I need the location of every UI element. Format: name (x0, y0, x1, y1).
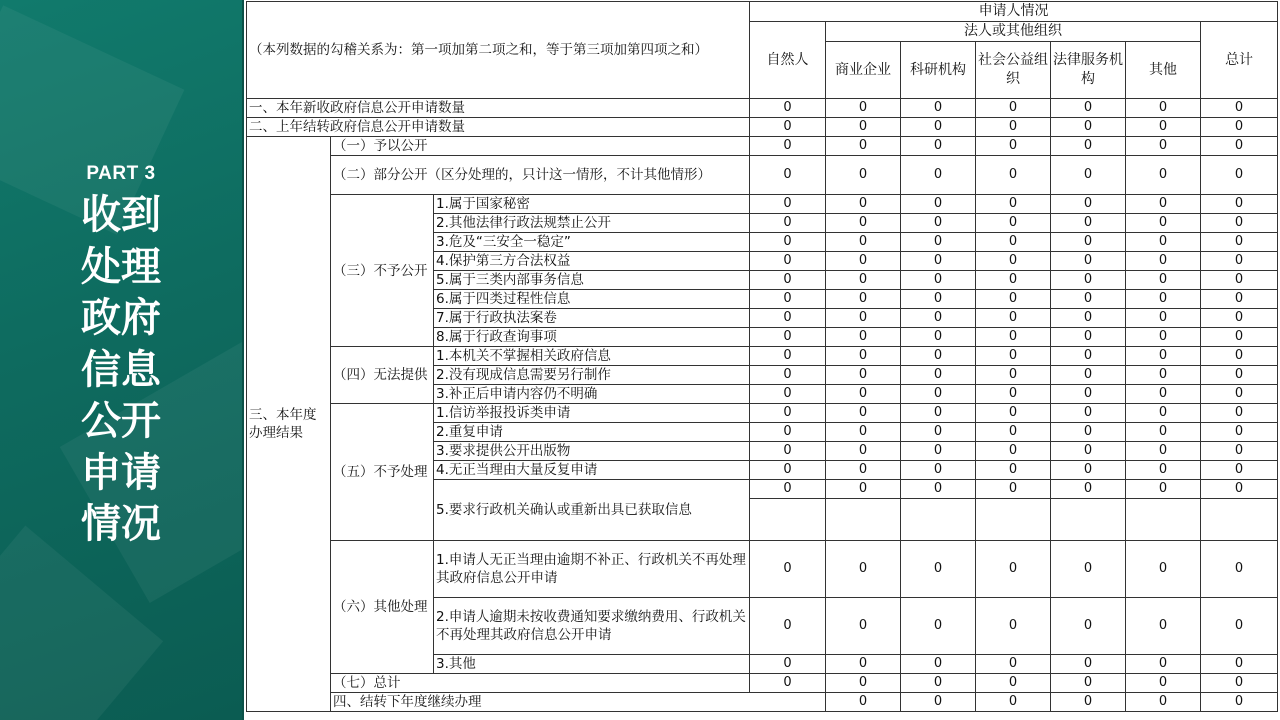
data-table-container (246, 1, 1277, 719)
header-social-welfare: 社会公益组织 (976, 42, 1051, 99)
cell-other: 0 (1126, 598, 1201, 655)
cell-other: 0 (1126, 423, 1201, 442)
group-not-handled: （五）不予处理 (331, 404, 434, 541)
cell-legal-service: 0 (1126, 693, 1201, 712)
cell-social-welfare: 0 (976, 328, 1051, 347)
row-label: 1.属于国家秘密 (434, 195, 750, 214)
cell-commercial: 0 (826, 156, 901, 195)
cell-research: 0 (901, 271, 976, 290)
cell-total: 0 (1201, 118, 1278, 137)
cell-legal-service: 0 (1051, 309, 1126, 328)
header-note: （本列数据的勾稽关系为：第一项加第二项之和，等于第三项加第四项之和） (247, 2, 750, 99)
cell-total: 0 (1201, 404, 1278, 423)
cell-legal-service: 0 (1051, 118, 1126, 137)
group-not-public: （三）不予公开 (331, 195, 434, 347)
cell-research: 0 (901, 442, 976, 461)
cell-natural-person: 0 (750, 137, 826, 156)
cell-legal-service: 0 (1051, 347, 1126, 366)
cell-legal-service: 0 (1051, 442, 1126, 461)
title-line: 收到 (81, 192, 161, 238)
cell-natural-person: 0 (750, 271, 826, 290)
cell-other: 0 (1126, 137, 1201, 156)
cell-natural-person: 0 (750, 195, 826, 214)
cell-total: 0 (1201, 674, 1278, 693)
table-row (247, 404, 1278, 423)
cell-legal-service: 0 (1051, 480, 1126, 499)
cell-other: 0 (1126, 195, 1201, 214)
row-label: 7.属于行政执法案卷 (434, 309, 750, 328)
cell-social-welfare: 0 (976, 541, 1051, 598)
cell-research: 0 (901, 309, 976, 328)
row-label: 5.属于三类内部事务信息 (434, 271, 750, 290)
cell-research: 0 (901, 461, 976, 480)
cell-research: 0 (901, 156, 976, 195)
sidebar-divider (242, 0, 244, 720)
cell-social-welfare: 0 (976, 309, 1051, 328)
cell-research: 0 (901, 674, 976, 693)
cell-legal-service: 0 (1051, 99, 1126, 118)
cell-other: 0 (1126, 156, 1201, 195)
cell-social-welfare: 0 (976, 271, 1051, 290)
cell-research: 0 (901, 195, 976, 214)
table-row (247, 99, 1278, 118)
cell-legal-service: 0 (1051, 290, 1126, 309)
header-legal-group: 法人或其他组织 (826, 22, 1201, 42)
table-row (247, 118, 1278, 137)
cell-legal-service: 0 (1051, 404, 1126, 423)
cell-natural-person: 0 (750, 385, 826, 404)
cell-other: 0 (1126, 309, 1201, 328)
row-label: 4.无正当理由大量反复申请 (434, 461, 750, 480)
cell-social-welfare: 0 (976, 442, 1051, 461)
cell-total: 0 (1201, 598, 1278, 655)
group-handling-result: 三、本年度办理结果 (247, 137, 331, 712)
group-unable: （四）无法提供 (331, 347, 434, 404)
cell-research: 0 (901, 480, 976, 499)
table-row (247, 674, 1278, 693)
cell-social-welfare: 0 (976, 290, 1051, 309)
cell-total: 0 (1201, 461, 1278, 480)
empty-cell (826, 499, 901, 541)
cell-commercial: 0 (826, 541, 901, 598)
row-label: 1.本机关不掌握相关政府信息 (434, 347, 750, 366)
cell-research: 0 (901, 598, 976, 655)
row-label: 3.危及“三安全一稳定” (434, 233, 750, 252)
cell-other: 0 (1126, 655, 1201, 674)
group-other-handling: （六）其他处理 (331, 541, 434, 674)
cell-other: 0 (1126, 385, 1201, 404)
table-row (247, 137, 1278, 156)
table-row (247, 541, 1278, 598)
cell-natural-person: 0 (750, 99, 826, 118)
cell-social-welfare: 0 (976, 404, 1051, 423)
cell-natural-person: 0 (750, 423, 826, 442)
cell-total: 0 (1201, 99, 1278, 118)
cell-commercial: 0 (826, 461, 901, 480)
cell-research: 0 (901, 404, 976, 423)
cell-social-welfare: 0 (976, 480, 1051, 499)
title-line: 情况 (81, 501, 161, 547)
cell-social-welfare: 0 (1051, 693, 1126, 712)
cell-natural-person: 0 (750, 404, 826, 423)
title-line: 申请 (81, 449, 161, 496)
cell-social-welfare: 0 (976, 385, 1051, 404)
cell-research: 0 (901, 385, 976, 404)
cell-social-welfare: 0 (976, 347, 1051, 366)
empty-cell (901, 499, 976, 541)
cell-research: 0 (901, 214, 976, 233)
cell-total: 0 (1201, 385, 1278, 404)
cell-commercial: 0 (826, 347, 901, 366)
cell-natural-person: 0 (826, 693, 901, 712)
cell-natural-person: 0 (750, 328, 826, 347)
header-other: 其他 (1126, 42, 1201, 99)
cell-other: 0 (1126, 347, 1201, 366)
row-label: 2.其他法律行政法规禁止公开 (434, 214, 750, 233)
cell-social-welfare: 0 (976, 461, 1051, 480)
cell-total: 0 (1201, 480, 1278, 499)
cell-commercial: 0 (826, 137, 901, 156)
info-request-table (246, 1, 1278, 712)
cell-natural-person: 0 (750, 156, 826, 195)
cell-other: 0 (1126, 480, 1201, 499)
cell-other: 0 (1126, 252, 1201, 271)
cell-legal-service: 0 (1051, 156, 1126, 195)
cell-commercial: 0 (826, 195, 901, 214)
cell-natural-person: 0 (750, 214, 826, 233)
empty-cell (1126, 499, 1201, 541)
header-total: 总计 (1201, 22, 1278, 99)
row-label: 3.补正后申请内容仍不明确 (434, 385, 750, 404)
cell-total: 0 (1201, 347, 1278, 366)
cell-social-welfare: 0 (976, 655, 1051, 674)
cell-other: 0 (1126, 541, 1201, 598)
cell-commercial: 0 (826, 328, 901, 347)
title-line: 处理 (81, 243, 161, 290)
cell-total: 0 (1201, 271, 1278, 290)
cell-total: 0 (1201, 252, 1278, 271)
cell-commercial: 0 (826, 290, 901, 309)
empty-cell (1051, 499, 1126, 541)
row-label: （二）部分公开（区分处理的，只计这一情形，不计其他情形） (331, 156, 750, 195)
row-label: 4.保护第三方合法权益 (434, 252, 750, 271)
cell-commercial: 0 (826, 598, 901, 655)
row-label: 2.重复申请 (434, 423, 750, 442)
row-label: （一）予以公开 (331, 137, 750, 156)
cell-commercial: 0 (826, 233, 901, 252)
cell-commercial: 0 (826, 442, 901, 461)
cell-total: 0 (1201, 442, 1278, 461)
cell-legal-service: 0 (1051, 271, 1126, 290)
section-sidebar (0, 0, 242, 720)
cell-legal-service: 0 (1051, 423, 1126, 442)
row-label: 2.没有现成信息需要另行制作 (434, 366, 750, 385)
cell-social-welfare: 0 (976, 233, 1051, 252)
cell-legal-service: 0 (1051, 214, 1126, 233)
table-row (247, 693, 1278, 712)
cell-commercial: 0 (826, 385, 901, 404)
cell-research: 0 (901, 655, 976, 674)
cell-other: 0 (1126, 271, 1201, 290)
cell-total: 0 (1201, 366, 1278, 385)
header-legal-service: 法律服务机构 (1051, 42, 1126, 99)
cell-research: 0 (901, 233, 976, 252)
cell-social-welfare: 0 (976, 366, 1051, 385)
cell-other: 0 (1126, 442, 1201, 461)
cell-natural-person: 0 (750, 309, 826, 328)
table-row (247, 347, 1278, 366)
cell-social-welfare: 0 (976, 156, 1051, 195)
cell-social-welfare: 0 (976, 195, 1051, 214)
empty-cell (750, 499, 826, 541)
cell-research: 0 (901, 252, 976, 271)
cell-total: 0 (1201, 290, 1278, 309)
cell-commercial: 0 (826, 404, 901, 423)
cell-social-welfare: 0 (976, 252, 1051, 271)
row-label: 四、结转下年度继续办理 (331, 693, 826, 712)
cell-legal-service: 0 (1051, 195, 1126, 214)
cell-legal-service: 0 (1051, 137, 1126, 156)
cell-social-welfare: 0 (976, 214, 1051, 233)
cell-research: 0 (901, 118, 976, 137)
cell-total: 0 (1201, 655, 1278, 674)
cell-legal-service: 0 (1051, 674, 1126, 693)
cell-legal-service: 0 (1051, 598, 1126, 655)
cell-legal-service: 0 (1051, 328, 1126, 347)
cell-social-welfare: 0 (976, 99, 1051, 118)
part-label: PART 3 (86, 163, 156, 184)
section-title (0, 190, 242, 551)
cell-research: 0 (976, 693, 1051, 712)
empty-cell (976, 499, 1051, 541)
row-label: 一、本年新收政府信息公开申请数量 (247, 99, 750, 118)
table-row (247, 156, 1278, 195)
row-label: 3.其他 (434, 655, 750, 674)
cell-natural-person: 0 (750, 252, 826, 271)
cell-social-welfare: 0 (976, 118, 1051, 137)
cell-natural-person: 0 (750, 541, 826, 598)
cell-legal-service: 0 (1051, 252, 1126, 271)
cell-total: 0 (1201, 233, 1278, 252)
cell-natural-person: 0 (750, 290, 826, 309)
cell-total: 0 (1201, 214, 1278, 233)
cell-commercial: 0 (826, 214, 901, 233)
cell-commercial: 0 (826, 423, 901, 442)
cell-commercial: 0 (901, 693, 976, 712)
cell-other: 0 (1126, 118, 1201, 137)
header-natural-person: 自然人 (750, 22, 826, 99)
row-label: 3.要求提供公开出版物 (434, 442, 750, 461)
cell-commercial: 0 (826, 271, 901, 290)
cell-social-welfare: 0 (976, 598, 1051, 655)
cell-commercial: 0 (826, 480, 901, 499)
cell-natural-person: 0 (750, 480, 826, 499)
row-label: 二、上年结转政府信息公开申请数量 (247, 118, 750, 137)
cell-social-welfare: 0 (976, 423, 1051, 442)
header-applicant: 申请人情况 (750, 2, 1278, 22)
cell-natural-person: 0 (750, 347, 826, 366)
cell-commercial: 0 (826, 99, 901, 118)
cell-total: 0 (1201, 309, 1278, 328)
cell-legal-service: 0 (1051, 461, 1126, 480)
cell-legal-service: 0 (1051, 385, 1126, 404)
cell-research: 0 (901, 423, 976, 442)
row-label: 8.属于行政查询事项 (434, 328, 750, 347)
cell-other: 0 (1126, 290, 1201, 309)
cell-research: 0 (901, 541, 976, 598)
cell-legal-service: 0 (1051, 233, 1126, 252)
cell-natural-person: 0 (750, 655, 826, 674)
table-row (247, 195, 1278, 214)
cell-commercial: 0 (826, 118, 901, 137)
title-line: 公开 (81, 398, 161, 444)
cell-natural-person: 0 (750, 118, 826, 137)
cell-natural-person: 0 (750, 442, 826, 461)
cell-research: 0 (901, 328, 976, 347)
cell-other: 0 (1126, 328, 1201, 347)
cell-total: 0 (1201, 541, 1278, 598)
title-line: 政府 (81, 295, 161, 341)
cell-natural-person: 0 (750, 366, 826, 385)
cell-other: 0 (1126, 366, 1201, 385)
cell-natural-person: 0 (750, 674, 826, 693)
header-research: 科研机构 (901, 42, 976, 99)
cell-other: 0 (1126, 99, 1201, 118)
cell-other: 0 (1126, 233, 1201, 252)
cell-other: 0 (1201, 693, 1278, 712)
cell-other: 0 (1126, 674, 1201, 693)
cell-commercial: 0 (826, 309, 901, 328)
cell-research: 0 (901, 99, 976, 118)
cell-total: 0 (1201, 328, 1278, 347)
title-line: 信息 (81, 346, 161, 393)
row-label: 5.要求行政机关确认或重新出具已获取信息 (434, 480, 750, 541)
cell-legal-service: 0 (1051, 366, 1126, 385)
cell-commercial: 0 (826, 252, 901, 271)
cell-total: 0 (1201, 137, 1278, 156)
cell-research: 0 (901, 347, 976, 366)
cell-legal-service: 0 (1051, 541, 1126, 598)
cell-social-welfare: 0 (976, 137, 1051, 156)
cell-other: 0 (1126, 404, 1201, 423)
cell-natural-person: 0 (750, 598, 826, 655)
cell-commercial: 0 (826, 366, 901, 385)
cell-social-welfare: 0 (976, 674, 1051, 693)
cell-total: 0 (1201, 423, 1278, 442)
row-label: 2.申请人逾期未按收费通知要求缴纳费用、行政机关不再处理其政府信息公开申请 (434, 598, 750, 655)
cell-other: 0 (1126, 214, 1201, 233)
cell-total: 0 (1201, 156, 1278, 195)
header-commercial: 商业企业 (826, 42, 901, 99)
cell-commercial: 0 (826, 674, 901, 693)
row-label: 1.信访举报投诉类申请 (434, 404, 750, 423)
empty-cell (1201, 499, 1278, 541)
cell-other: 0 (1126, 461, 1201, 480)
cell-natural-person: 0 (750, 233, 826, 252)
cell-total: 0 (1201, 195, 1278, 214)
row-label: 6.属于四类过程性信息 (434, 290, 750, 309)
cell-research: 0 (901, 290, 976, 309)
cell-natural-person: 0 (750, 461, 826, 480)
cell-commercial: 0 (826, 655, 901, 674)
row-label: 1.申请人无正当理由逾期不补正、行政机关不再处理其政府信息公开申请 (434, 541, 750, 598)
row-label: （七）总计 (331, 674, 750, 693)
cell-research: 0 (901, 137, 976, 156)
cell-research: 0 (901, 366, 976, 385)
cell-legal-service: 0 (1051, 655, 1126, 674)
